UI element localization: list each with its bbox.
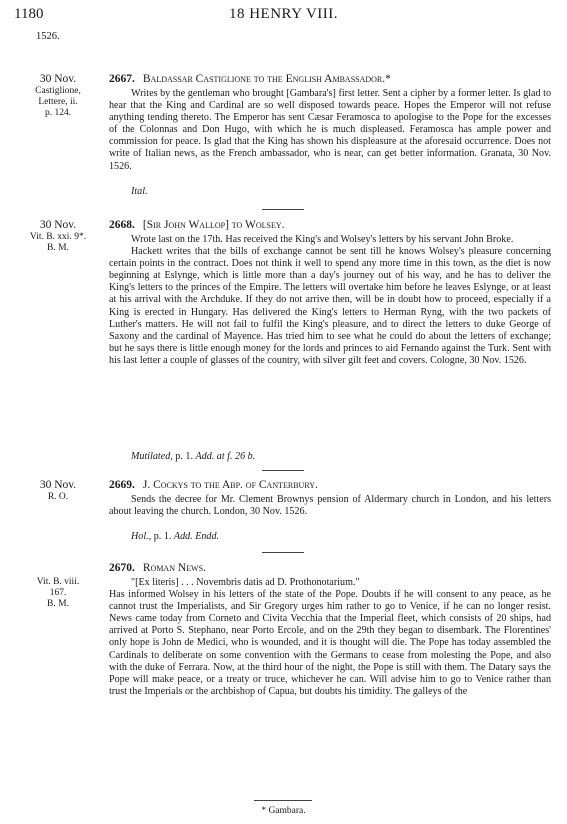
page-number: 1180 — [14, 6, 44, 22]
source-ref-line: p. 124. — [44, 108, 72, 118]
entry-divider — [262, 552, 304, 553]
entry-note: Ital. — [131, 186, 148, 197]
note-pages: p. 1. — [151, 531, 174, 542]
note-pages: p. 1. — [172, 451, 196, 462]
entry-divider — [262, 470, 304, 471]
source-ref-line: Castiglione, — [35, 86, 81, 96]
entry-title: Roman News. — [142, 562, 206, 574]
entry-paragraph: Writes by the gentleman who brought [Gambara's] first letter. Sent a cipher by a former letter. Is glad to hear that the King and Cardinal are so well disposed towards peace. Hopes the Emperor will not refuse anything tending thereto. The Emperor has sent Cæsar Feramosca to apologise to the Pope for the excesses of the Colonnas and Don Hugo, with which he is much displeased. Feramosca has ample power and commission for peace. Is glad that the King has shown his displeasure at the aforesaid occurrence. Does not write of Italian news, as the French ambassador, who is near, can get better information. Granata, 30 Nov. 1526. — [109, 88, 551, 172]
footnote-divider — [254, 800, 312, 801]
entry-paragraph: "[Ex literis] . . . Novembris datis ad D. Prothonotarium." — [131, 577, 360, 588]
entry-body — [109, 494, 551, 518]
entry-body — [109, 234, 551, 367]
entry-title: [Sir John Wallop] to Wolsey. — [142, 219, 285, 231]
entry-divider — [262, 209, 304, 210]
footnote: * Gambara. — [261, 806, 306, 816]
entry-body — [109, 577, 551, 698]
reign-heading: 18 HENRY VIII. — [228, 6, 339, 22]
note-condition: Hol., — [131, 531, 152, 542]
note-address: Add. at f. 26 b. — [195, 451, 256, 462]
source-ref-line: B. M. — [47, 243, 69, 253]
entry-heading — [109, 561, 537, 575]
entry-paragraph: Hackett writes that the bills of exchange cannot be sent till he knows Wolsey's pleasure concerning certain points in the contract. Does not think it well to spend any more time in this town, as the diet is now beginning at Eslynge, which is little more than a day's journey out of his way, and he has to deliver the King's letters to the princes of the Empire. The letters will overtake him before he leaves Eslynge, or at least at his arrival with the Archduke. If they do not arrive then, will be in doubt how to proceed, especially if a King is erected in Hungary. Has delivered the King's letters to Herman Ryng, with the two packets of Luther's matters. He will not fail to fulfil the King's pleasure, and to direct the letters to duke George of Saxony and the cardinal of Mayence. Has tried him to see what he could do about the letters of exchange; but he says there is little enough money for the lords and princes to aid Fernando against the Turk. Sent with his last letter a couple of glasses of the country, with silver gilt feet and covers. Cologne, 30 Nov. 1526. — [109, 246, 551, 366]
entry-number: 2668. — [109, 219, 135, 231]
entry-paragraph: Sends the decree for Mr. Clement Brownys pension of Aldermary church in London, and his letters about leaving the church. London, 30 Nov. 1526. — [109, 494, 551, 518]
entry-note — [131, 451, 255, 462]
entry-margin — [14, 478, 102, 503]
note-condition: Mutilated, — [131, 451, 173, 462]
entry-margin — [14, 577, 102, 610]
source-ref-line: B. M. — [47, 599, 69, 609]
entry-date: 30 Nov. — [39, 479, 77, 491]
note-address: Add. Endd. — [173, 531, 220, 542]
entry-body — [109, 88, 551, 173]
entry-number: 2670. — [109, 562, 135, 574]
source-ref-line: Lettere, ii. — [38, 97, 78, 107]
entry-heading — [109, 72, 537, 86]
running-head — [14, 4, 553, 26]
entry-note — [131, 531, 219, 542]
source-ref-line: Vit. B. xxi. 9*. — [29, 232, 87, 242]
entry-paragraph: Wrote last on the 17th. Has received the King's and Wolsey's letters by his servant John Broke. — [131, 234, 514, 245]
source-ref-line: 167. — [49, 588, 67, 598]
entry-number: 2669. — [109, 479, 135, 491]
entry-margin — [14, 218, 102, 254]
entry-margin — [14, 72, 102, 119]
source-ref-line: R. O. — [47, 492, 69, 502]
entry-date: 30 Nov. — [39, 73, 77, 85]
entry-title: Baldassar Castiglione to the English Ambassador.* — [142, 73, 391, 85]
entry-date: 30 Nov. — [39, 219, 77, 231]
source-ref-line: Vit. B. viii. — [36, 577, 80, 587]
entry-number: 2667. — [109, 73, 135, 85]
entry-heading — [109, 218, 537, 232]
entry-title: J. Cockys to the Abp. of Canterbury. — [142, 479, 318, 491]
year-marker: 1526. — [36, 31, 60, 42]
entry-heading — [109, 478, 537, 492]
entry-paragraph: Has informed Wolsey in his letters of the state of the Pope. Doubts if he will consent to any peace, as he cannot trust the Imperialists, and Sir Gregory urges him rather to go to Venice, if he can no longer resist. News came today from Corneto and Civita Vecchia that the Imperial fleet, which consists of 20 ships, had arrived at Porto S. Stephano, near Porto Ercole, and on the 29th they began to disembark. The Florentines' only hope is John de Medici, who is wounded, and it is thought will die. The Pope has today assembled the Cardinals to deliberate on some convention with the Germans to cease from molesting the Pope, and also with the duke of Ferrara. Now, at the third hour of the night, the Pope is still with them. The Datary says the Pope will make peace, or a treaty or truce, whichever he can. Will advise him to go to Venice rather than trust the Imperials or the archbishop of Capua, but doubts his timidity. The galleys of the — [109, 589, 551, 697]
